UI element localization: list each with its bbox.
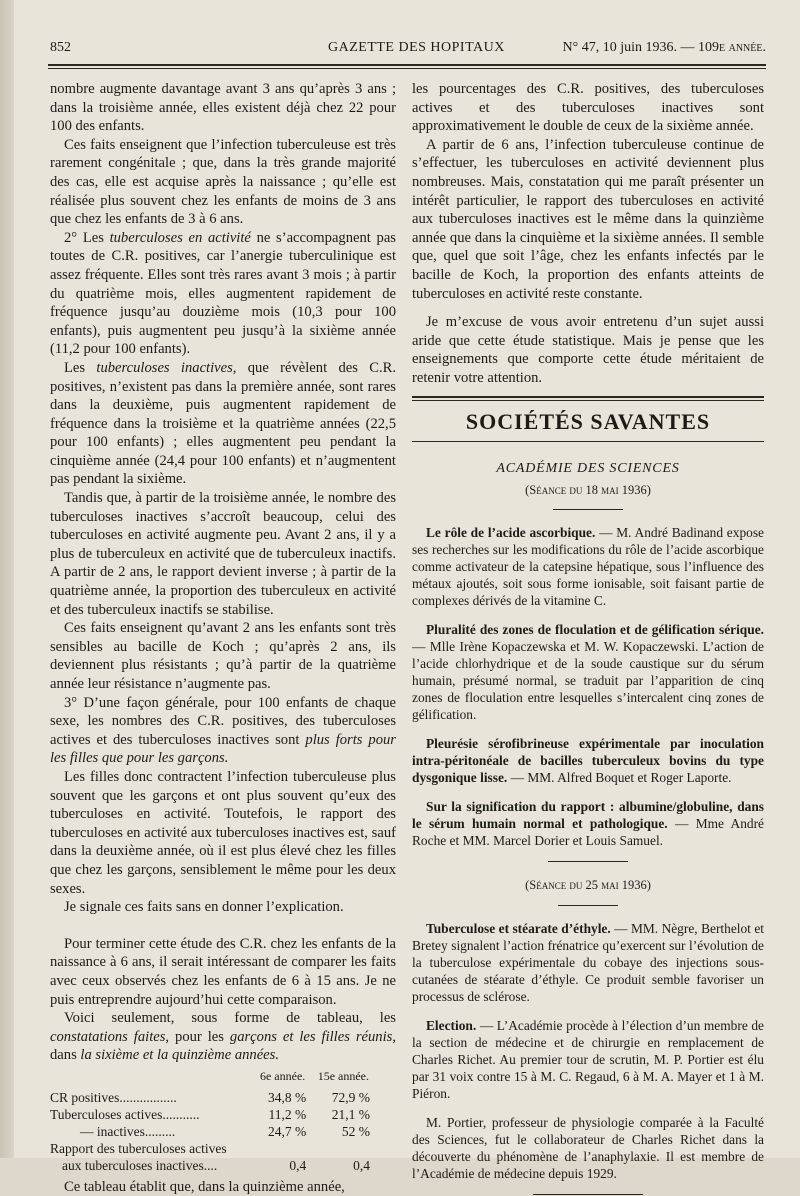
paragraph: Je m’excuse de vous avoir entretenu d’un sujet aussi aride que cette étude statistique. Mais je pense que les enseignements que comporte cette étude méritaient de retenir votre attention. bbox=[412, 314, 764, 386]
item-title: Election. bbox=[426, 1017, 477, 1033]
paragraph: Les filles donc contractent l’infection tuberculeuse plus souvent que les garçons et ont plus souvent qu’eux des tuberculoses en activité. Toutefois, le rapport des tuberculoses en activité aux tuberculoses inactives est, sauf dans la deuxième année, où il est plus élevé chez les filles que chez les garçons, sensiblement le même pour les deux sexes. bbox=[50, 768, 396, 897]
table-row bbox=[50, 1106, 370, 1123]
cell-value: 24,7 % bbox=[268, 1123, 307, 1139]
issue-info bbox=[563, 40, 767, 56]
cell-value: 0,4 bbox=[353, 1157, 370, 1173]
paragraph: Pour terminer cette étude des C.R. chez les enfants de la naissance à 6 ans, il serait intéressant de comparer les faits avec ceux observés chez les enfants de 6 à 15 ans. Je ne puis entreprendre aujourd’hui cette comparaison. bbox=[50, 935, 396, 1008]
paragraph: nombre augmente davantage avant 3 ans qu’après 3 ans ; dans la troisième année, elles existent déjà chez 22 pour 100 des enfants. bbox=[50, 81, 396, 135]
issue-year-label: e année. bbox=[719, 40, 766, 55]
text-run: que révèlent des C.R. positives, n’existent pas dans la première année, sont rares dans la deuxième, puis augmentent rapidement de fréquence dans la troisième et la quatrième années (22,5 pour 100 enfants) ; elles augmentent peu pendant la cinquième année (24,4 pour 100 enfants) et n’augmentent pas pendant la sixième. bbox=[50, 359, 396, 488]
table-row bbox=[50, 1157, 370, 1174]
emphasis: garçons et les filles réunis, bbox=[229, 1028, 396, 1045]
column-header: 6e année. bbox=[259, 1068, 306, 1083]
journal-title: GAZETTE DES HOPITAUX bbox=[328, 40, 505, 55]
issue-date: N° 47, 10 juin 1936. — 109 bbox=[562, 40, 719, 55]
session-date: (Séance du 18 mai 1936) bbox=[525, 482, 651, 497]
paragraph: Je signale ces faits sans en donner l’explication. bbox=[64, 899, 344, 916]
column-header: 15e année. bbox=[317, 1068, 369, 1083]
report-item bbox=[412, 524, 764, 609]
cell-value: 52 % bbox=[341, 1123, 370, 1139]
text-run: 3° D’une façon générale, pour 100 enfants de chaque sexe, les nombres des C.R. positives, des tuberculoses actives et des tuberculoses inactives sont bbox=[50, 694, 396, 748]
row-label: Rapport des tuberculoses actives bbox=[50, 1140, 227, 1156]
report-item bbox=[412, 798, 764, 849]
report-item bbox=[412, 735, 764, 786]
cell-value: 72,9 % bbox=[331, 1089, 370, 1105]
row-label: Tuberculoses actives........... bbox=[50, 1106, 200, 1122]
paragraph bbox=[50, 229, 396, 359]
row-label: aux tuberculoses inactives.... bbox=[62, 1157, 218, 1173]
text-run: ne s’accompagnent pas toutes de C.R. positives, car l’anergie tuberculinique est assez fréquente. Elles sont très rares avant 3 mois ; à partir du quatrième mois, elles augmentent rapidement de fréquence jusqu’au douzième mois (10,3 pour 100 enfants), puis augmentent peu jusqu’à la sixième année (11,2 pour 100 enfants). bbox=[50, 229, 396, 358]
table-row bbox=[50, 1123, 370, 1140]
item-title: Sur la signification du rapport : albumine/globuline, dans le sérum humain normal et pathologique. bbox=[412, 799, 764, 832]
section-title-rule bbox=[412, 441, 764, 442]
cell-value: 0,4 bbox=[289, 1157, 307, 1173]
item-text: — Mlle Irène Kopaczewska et M. W. Kopaczewski. L’action de l’acide chlorhydrique et de la soude caustique sur du sérum humain, présumé normal, se traduit par l’apparition de cinq zones de floculation entre lesquelles s’intercalent cinq zones de gélification. bbox=[412, 639, 764, 723]
paragraph: Tandis que, à partir de la troisième année, le nombre des tuberculoses inactives s’accroît beaucoup, celui des tuberculoses en activité augmente peu. Avant 2 ans, il y a plus de tuberculeux en activité que de tuberculeux inactifs. A partir de 2 ans, le rapport devient inverse ; à partir de la quatrième année, la proportion des tuberculeux en activité et des tuberculeux inactifs se stabilise. bbox=[50, 490, 396, 618]
item-title: Pleurésie sérofibrineuse expérimentale par inoculation intra-péritonéale de bacilles tuberculeux bovins du type dysgonique lisse. bbox=[412, 736, 764, 786]
row-label: — inactives......... bbox=[80, 1123, 176, 1139]
item-text: — L’Académie procède à l’élection d’un membre de la section de médecine et de chirurgie en remplacement de Charles Richet. Au premier tour de scrutin, M. P. Portier est élu par 31 voix contre 15 à M. C. Regaud, 6 à M. A. Mayer et 1 à M. Piéron. bbox=[412, 1017, 764, 1101]
table-row bbox=[50, 1140, 370, 1157]
item-title: Pluralité des zones de floculation et de gélification sérique. bbox=[426, 622, 764, 638]
item-text: — MM. Nègre, Berthelot et Bretey signalent l’action frénatrice qu’exercent sur l’évolution de la tuberculose expérimentale du cobaye des injections sous-cutanées de stéarate d’éthyle. Ce produit semble favoriser un processus de sclérose. bbox=[412, 920, 764, 1004]
cell-value: 34,8 % bbox=[268, 1089, 307, 1105]
text-run: Voici seulement, sous forme de tableau, les bbox=[64, 1010, 396, 1027]
short-divider bbox=[553, 509, 623, 510]
header-rule-thin bbox=[48, 68, 766, 69]
short-divider bbox=[548, 861, 628, 862]
header-rule bbox=[48, 64, 766, 66]
report-item bbox=[412, 920, 764, 1005]
text-run: dans bbox=[50, 1047, 81, 1064]
short-divider bbox=[558, 905, 618, 906]
report-item bbox=[412, 1017, 764, 1102]
session-date: (Séance du 25 mai 1936) bbox=[525, 878, 651, 893]
item-text: — MM. Alfred Boquet et Roger Laporte. bbox=[507, 770, 732, 786]
section-divider bbox=[412, 396, 764, 401]
table-header-row bbox=[50, 1067, 370, 1089]
emphasis: la sixième et la quinzième années. bbox=[80, 1047, 279, 1064]
emphasis: constatations faites, bbox=[50, 1028, 170, 1045]
section-title: SOCIÉTÉS SAVANTES bbox=[465, 408, 711, 434]
report-item bbox=[412, 621, 764, 723]
end-divider bbox=[533, 1194, 643, 1195]
paragraph: les pourcentages des C.R. positives, des tuberculoses actives et des tuberculoses inactives sont approximativement le double de ceux de la sixième année. bbox=[412, 81, 764, 135]
paragraph: Ces faits enseignent que l’infection tuberculeuse est très rarement congénitale ; que, dans la très grande majorité des cas, elle est acquise après la naissance ; qu’elle est réalisée plus souvent chez les enfants de moins de 3 ans que chez les enfants de 3 à 6 ans. bbox=[50, 136, 396, 228]
item-text: — M. André Badinand expose ses recherches sur les modifications du rôle de l’acide ascorbique comme activateur de la catepsine hépatique, sous l’influence des métaux ajoutés, soit sous forme ionisable, soit faisant partie de complexes dérivés de la vitamine C. bbox=[412, 525, 764, 609]
item-text: M. Portier, professeur de physiologie comparée à la Faculté des Sciences, fut le collaborateur de Charles Richet dans la découverte du phénomène de l’anaphylaxie. Il est membre de l’Académie de médecine depuis 1929. bbox=[412, 1114, 764, 1181]
item-title: Tuberculose et stéarate d’éthyle. bbox=[426, 920, 611, 936]
paragraph bbox=[50, 694, 396, 768]
table-row bbox=[50, 1089, 370, 1106]
emphasis: plus forts pour les filles que pour les garçons. bbox=[50, 731, 396, 767]
paragraph: A partir de 6 ans, l’infection tuberculeuse continue de s’effectuer, les tuberculoses en activité deviennent plus nombreuses. Mais, constatation qui me paraît présenter un intérêt particulier, le rapport des tuberculoses en activité aux tuberculoses inactives est le même dans la quinzième année que dans la cinquième et la sixième années. Il semble que, quel que soit l’âge, chez les enfants infectés par le bacille de Koch, la proportion des enfants atteints de tuberculoses en activité reste constante. bbox=[412, 136, 764, 302]
text-run: 2° Les bbox=[64, 229, 110, 246]
emphasis: tuberculoses inactives, bbox=[96, 359, 237, 376]
row-label: CR positives................. bbox=[50, 1089, 177, 1105]
paragraph bbox=[50, 1009, 396, 1065]
page-header bbox=[50, 40, 766, 66]
right-column bbox=[412, 80, 764, 1195]
text-run: pour les bbox=[169, 1028, 230, 1045]
emphasis: tuberculoses en activité bbox=[109, 229, 251, 246]
cell-value: 11,2 % bbox=[268, 1106, 307, 1122]
item-title: Le rôle de l’acide ascorbique. bbox=[426, 525, 596, 541]
item-text: — Mme André Roche et MM. Marcel Dorier et Louis Samuel. bbox=[412, 816, 764, 849]
left-column bbox=[50, 80, 396, 1196]
report-item bbox=[412, 1114, 764, 1182]
paragraph: Ces faits enseignent qu’avant 2 ans les enfants sont très sensibles au bacille de Koch ; qu’après 2 ans, ils deviennent plus résistants ; qu’à partir de la quatrième année leur résistance n’augmente pas. bbox=[50, 620, 396, 692]
paragraph bbox=[50, 359, 396, 489]
section-gap bbox=[50, 917, 396, 935]
academy-heading: ACADÉMIE DES SCIENCES bbox=[496, 461, 680, 477]
page-number: 852 bbox=[50, 40, 71, 55]
text-run: Les bbox=[64, 359, 97, 376]
paragraph: Ce tableau établit que, dans la quinzième année, bbox=[64, 1178, 345, 1195]
cell-value: 21,1 % bbox=[331, 1106, 370, 1122]
